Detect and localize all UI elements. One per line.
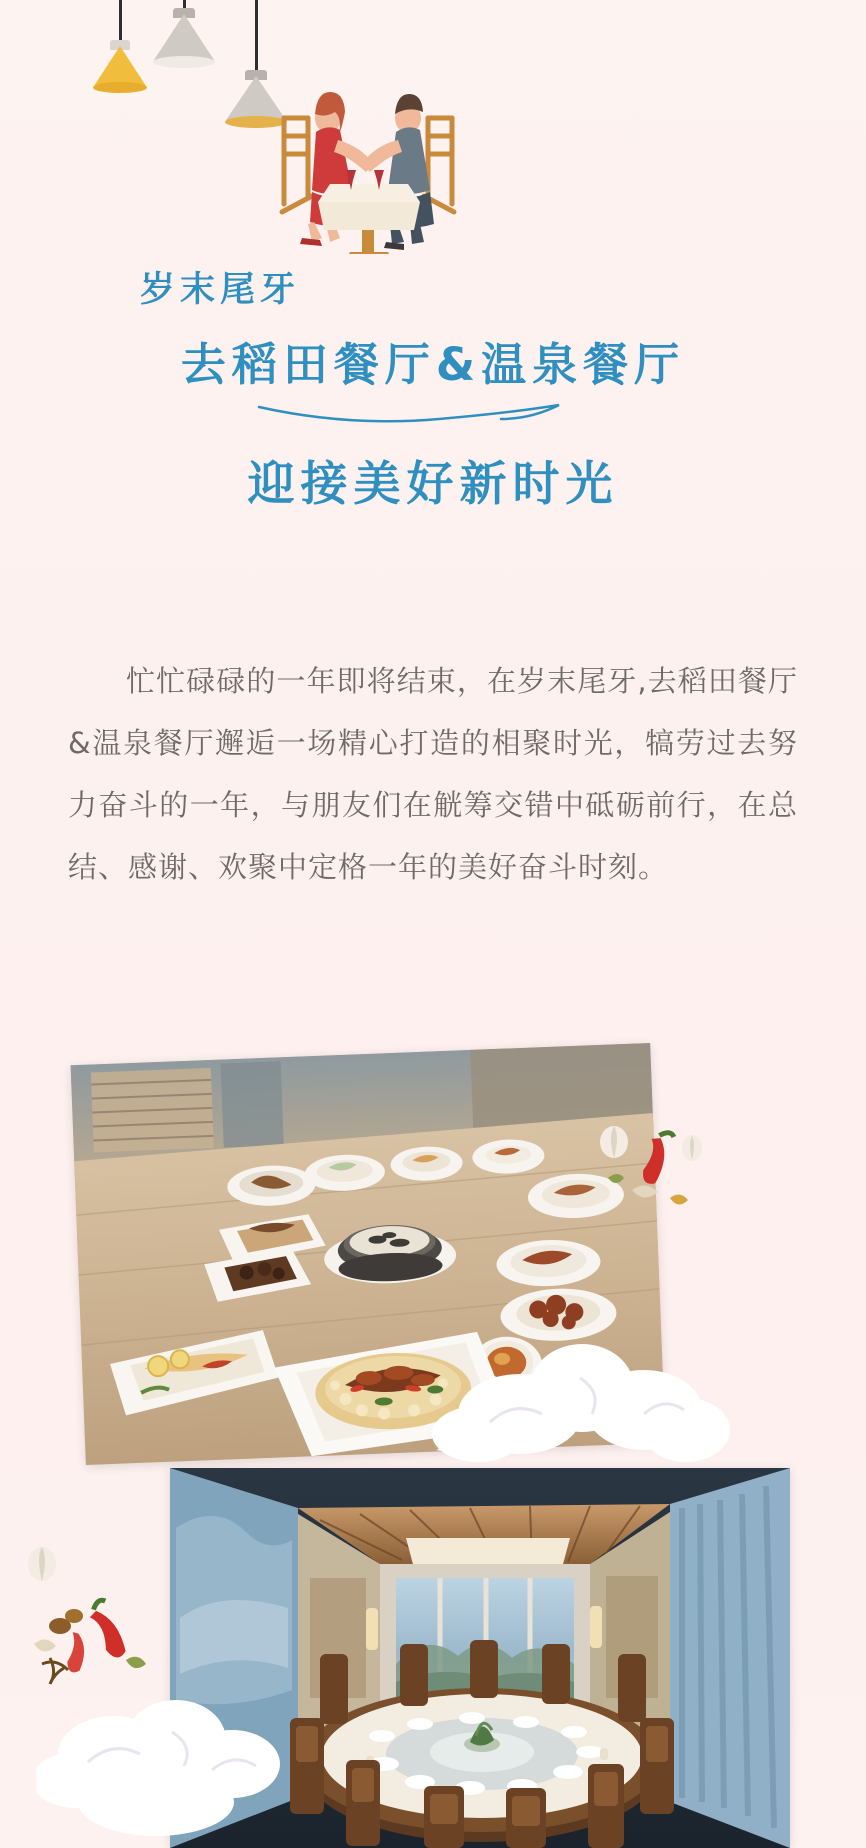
headline-line-3: 迎接美好新时光: [247, 457, 619, 512]
chili-garlic-spice-decoration-left: [16, 1540, 176, 1690]
body-paragraph: 忙忙碌碌的一年即将结束，在岁末尾牙,去稻田餐厅&温泉餐厅邂逅一场精心打造的相聚时光，犒劳过去努力奋斗的一年，与朋友们在觥筹交错中砥砺前行，在总结、感谢、欢聚中定格一年的美好奋斗时刻。: [68, 664, 798, 884]
underline-swoosh: [253, 399, 613, 425]
headline-block: [0, 262, 866, 514]
couple-dining-illustration: [268, 84, 468, 254]
headline-line-1: 岁末尾牙: [140, 270, 301, 310]
private-dining-room-photo: [170, 1468, 790, 1848]
banquet-dishes-photo: [71, 1043, 666, 1465]
headline-line-2: 去稻田餐厅&温泉餐厅: [180, 338, 686, 391]
